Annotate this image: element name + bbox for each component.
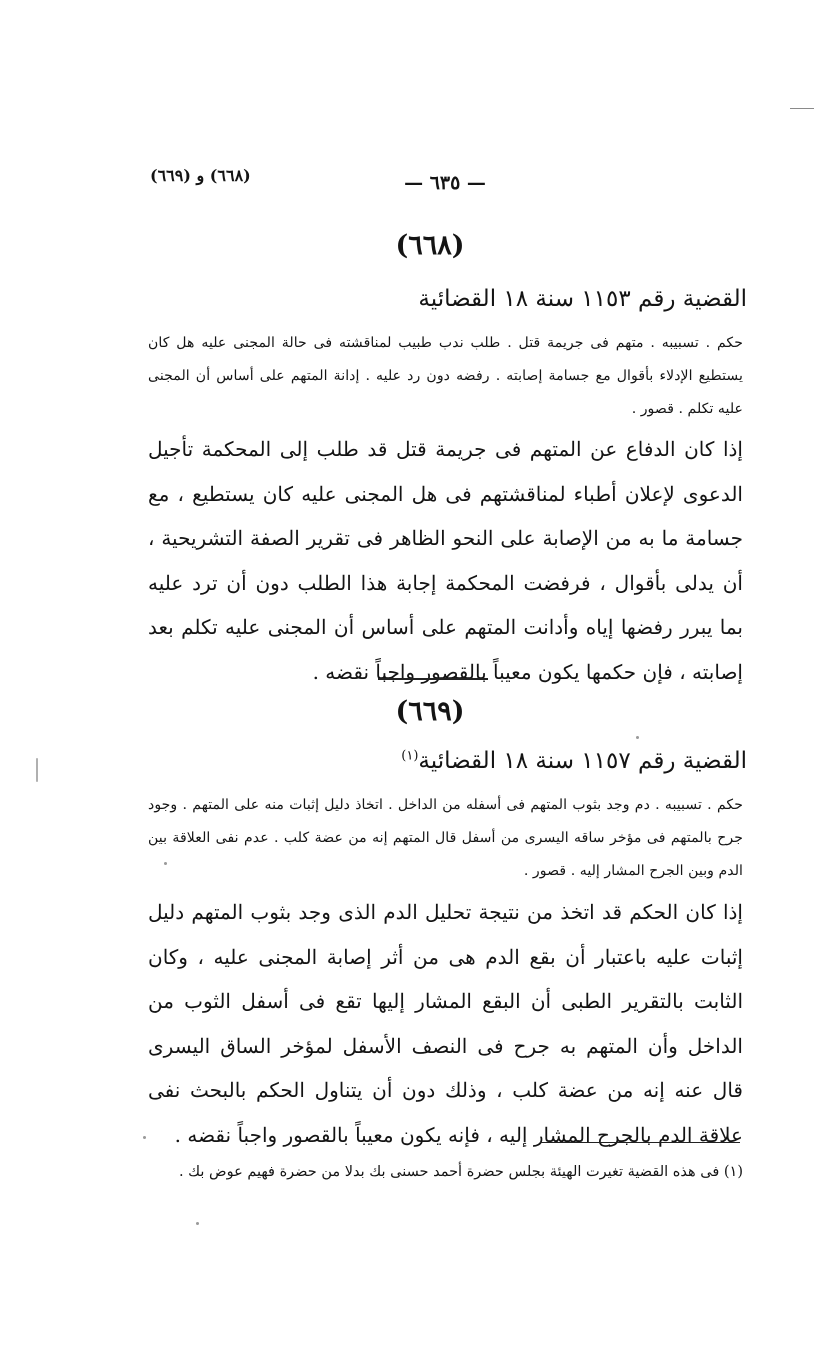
scan-speck [143,1136,146,1139]
case-668-body: إذا كان الدفاع عن المتهم فى جريمة قتل قد طلب إلى المحكمة تأجيل الدعوى لإعلان أطباء لمناقشتهم فى هل المجنى عليه كان يستطيع ، مع جسامة ما به من الإصابة على النحو الظاهر فى تقرير الصفة التشريحية ، أن يدلى بأقوال ، فرفضت المحكمة إجابة هذا الطلب دون أن ترد عليه بما يبرر رفضها إياه وأدانت المتهم على أساس أن المجنى عليه تكلم بعد إصابته ، فإن حكمها يكون معيباً بالقصور واجباً نقضه . [148,437,743,684]
case-668-summary: حكم . تسبيبه . متهم فى جريمة قتل . طلب ندب طبيب لمناقشته فى حالة المجنى عليه هل كان يستطيع الإدلاء بأقوال مع جسامة إصابته . رفضه دون رد عليه . إدانة المتهم على أساس أن المجنى عليه تكلم . قصور . [148,335,743,417]
case-669-number: (٦٦٩) [395,696,465,727]
footnote-marker: (١) [401,748,419,764]
case-669-title [401,748,747,774]
edge-mark [790,108,814,109]
footnote-rule [540,1142,740,1143]
running-head: (٦٦٨) و (٦٦٩) [150,166,251,185]
footnote: (١) فى هذه القضية تغيرت الهيئة بجلس حضرة أحمد حسنى بك بدلا من حضرة فهيم عوض بك . [178,1164,743,1180]
case-668-number: (٦٦٨) [395,230,465,261]
scan-speck [636,736,639,739]
case-669-body: إذا كان الحكم قد اتخذ من نتيجة تحليل الدم الذى وجد بثوب المتهم دليل إثبات عليه باعتبار أن بقع الدم هى من أثر إصابة المجنى عليه ، وكان الثابت بالتقرير الطبى أن البقع المشار إليها تقع فى أسفل الثوب من الداخل وأن المتهم به جرح فى النصف الأسفل لمؤخر الساق اليسرى قال عنه إنه من عضة كلب ، وذلك دون أن يتناول الحكم بالبحث نفى علاقة الدم بالجرح المشار إليه ، فإنه يكون معيباً بالقصور واجباً نقضه . [148,900,743,1147]
page-number: — ٦٣٥ — [404,172,486,194]
case-669-title-text: القضية رقم ١١٥٧ سنة ١٨ القضائية [418,748,747,774]
case-668-title: القضية رقم ١١٥٣ سنة ١٨ القضائية [418,286,747,312]
scan-speck [36,758,38,782]
scan-speck [196,1222,199,1225]
section-divider [378,678,488,680]
case-669-summary: حكم . تسبيبه . دم وجد بثوب المتهم فى أسفله من الداخل . اتخاذ دليل إثبات منه على المتهم . وجود جرح بالمتهم فى مؤخر ساقه اليسرى من أسفل قال المتهم إنه من عضة كلب . عدم نفى العلاقة بين الدم وبين الجرح المشار إليه . قصور . [148,797,743,879]
